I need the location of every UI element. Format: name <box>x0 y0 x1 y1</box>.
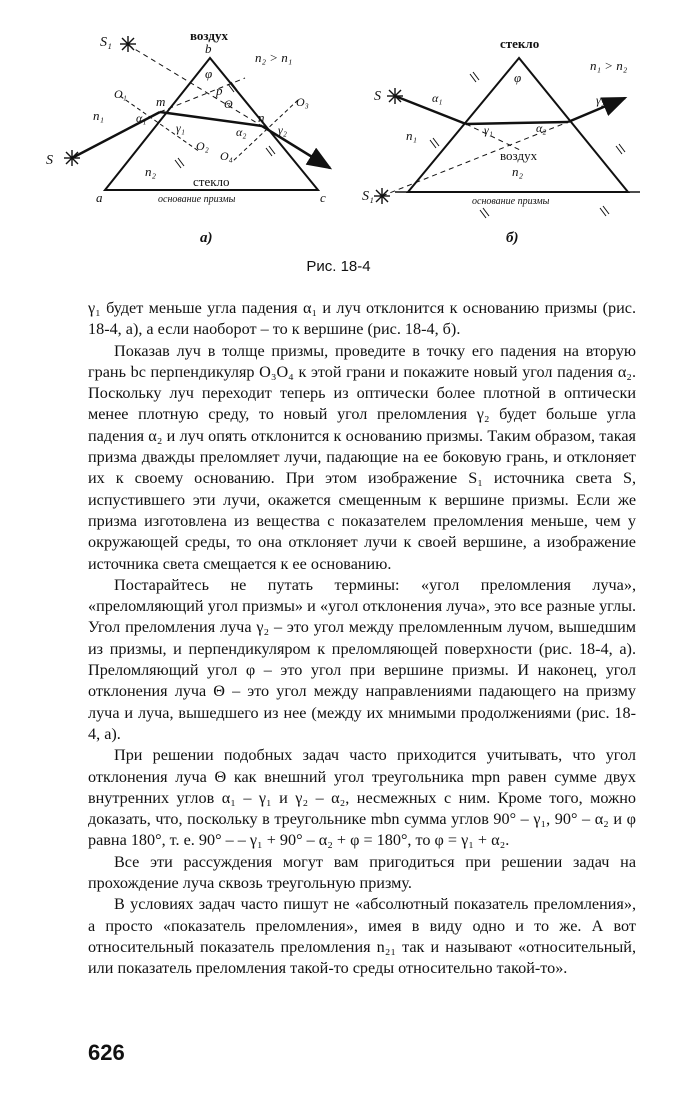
point-m: m <box>156 94 166 109</box>
label-O2: O₂ <box>196 139 209 153</box>
label-theta-a: Θ <box>224 97 233 111</box>
point-n: n <box>258 110 265 125</box>
label-phi-a: φ <box>205 66 213 81</box>
condition-b: n₁ > n₂ <box>590 58 628 73</box>
paragraph: При решении подобных задач часто приходится учитывать, что угол отклонения луча Θ как внешний угол треугольника mpn равен сумме двух внутренних углов α₁ – γ₁ и γ₂ – α₂, несмежных с ним. Кроме того, можно доказать, что, поскольку в треугольнике mbn сумма углов 90° – γ₁, 90° – α₂ и φ равна 180°, т. е. 90° – – γ₁ + 90° – α₂ + φ = 180°, то φ = γ₁ + α₂. <box>88 746 636 850</box>
label-alpha2-b: α₂ <box>536 121 547 135</box>
image-star-S1-a <box>120 36 136 52</box>
label-n2-b: n₂ <box>512 164 524 179</box>
paragraph: γ₁ будет меньше угла падения α₁ и луч отклонится к основанию призмы (рис. 18-4, а), а если наоборот – то к вершине (рис. 18-4, б). <box>88 299 636 339</box>
panel-b <box>362 36 640 246</box>
label-alpha1-b: α₁ <box>432 91 443 105</box>
label-gamma1-a: γ₁ <box>176 121 185 135</box>
base-label-b: основание призмы <box>472 196 550 207</box>
incident-ray-b <box>395 96 466 124</box>
medium-air-a: воздух <box>190 28 228 43</box>
point-a: a <box>96 190 103 205</box>
medium-air-b: воздух <box>500 148 538 163</box>
label-gamma1-b: γ₁ <box>484 123 493 137</box>
panel-b-label: б) <box>506 230 519 246</box>
label-S-a: S <box>46 153 53 168</box>
source-star-S-b <box>387 88 403 104</box>
label-gamma2-a: γ₂ <box>278 123 287 137</box>
condition-a: n₂ > n₁ <box>255 50 293 65</box>
body-text <box>88 298 636 980</box>
figure-18-4 <box>0 0 677 300</box>
paragraph: Показав луч в толще призмы, проведите в точку его падения на вторую грань bc перпендикуляр O₃O₄ к этой грани и покажите новый угол падения α₂. Поскольку луч переходит теперь из оптически более плотной в оптически менее плотную среду, то новый угол преломления γ₂ будет больше угла падения α₂ и луч опять отклонится к основанию призмы. Таким образом, такая призма дважды преломляет лучи, падающие на ее боковую грань, и отклоняет их к своему основанию. При этом изображение S₁ источника света S, испустившего эти лучи, окажется смещенным к вершине призмы. Если же призма изготовлена из вещества с показателем преломления меньше, чем у окружающей среды, то она отклоняет лучи к своей вершине, а изображение источника света смещается к ее основанию. <box>88 341 636 573</box>
label-n1-a: n₁ <box>93 108 105 123</box>
label-alpha1-a: α₁ <box>136 111 147 125</box>
point-c: c <box>320 190 326 205</box>
label-S-b: S <box>374 89 381 104</box>
label-S1-a: S₁ <box>100 35 112 50</box>
label-alpha2-a: α₂ <box>236 125 247 139</box>
label-O1: O₁ <box>114 87 127 101</box>
label-phi-b: φ <box>514 70 522 85</box>
medium-glass-a: стекло <box>193 174 230 189</box>
source-star-S-a <box>64 150 80 166</box>
label-n2-a: n₂ <box>145 164 157 179</box>
image-star-S1-b <box>374 188 390 204</box>
panel-a <box>46 28 330 246</box>
medium-glass-b: стекло <box>500 36 540 51</box>
prism-diagrams <box>0 0 677 260</box>
paragraph: В условиях задач часто пишут не «абсолютный показатель преломления», а просто «показатель преломления», имея в виду одно и то же. А вот относительный показатель преломления n₂₁ так и называют «относительный, или показатель преломления такой-то среды относительно такой-то». <box>88 895 636 978</box>
incident-ray-a <box>72 112 160 158</box>
point-p: p <box>216 83 223 98</box>
label-gamma2-b: γ₂ <box>596 93 605 107</box>
label-n1-b: n₁ <box>406 128 418 143</box>
label-S1-b: S₁ <box>362 189 374 204</box>
paragraph: Все эти рассуждения могут вам пригодиться при решении задач на прохождение луча сквозь треугольную призму. <box>88 852 636 893</box>
base-label-a: основание призмы <box>158 194 236 205</box>
figure-caption: Рис. 18-4 <box>306 258 371 275</box>
paragraph: Постарайтесь не путать термины: «угол преломления луча», «преломляющий угол призмы» и «угол отклонения луча», это все разные углы. Угол преломления луча γ₂ – это угол между преломленным лучом, вышедшим из призмы, и перпендикуляром к преломляющей поверхности (рис. 18-4, а). Преломляющий угол φ – это угол при вершине призмы. И наконец, угол отклонения луча Θ – это угол между направлениями падающего на призму луча и луча, вышедшего из нее (между их мнимыми продолжениями (рис. 18-4, а). <box>88 575 636 743</box>
internal-ray-b <box>466 122 568 124</box>
page-number: 626 <box>88 1040 125 1065</box>
label-O4: O₄ <box>220 149 233 163</box>
point-b: b <box>205 41 212 56</box>
label-O3: O₃ <box>296 95 309 109</box>
panel-a-label: а) <box>200 230 213 246</box>
